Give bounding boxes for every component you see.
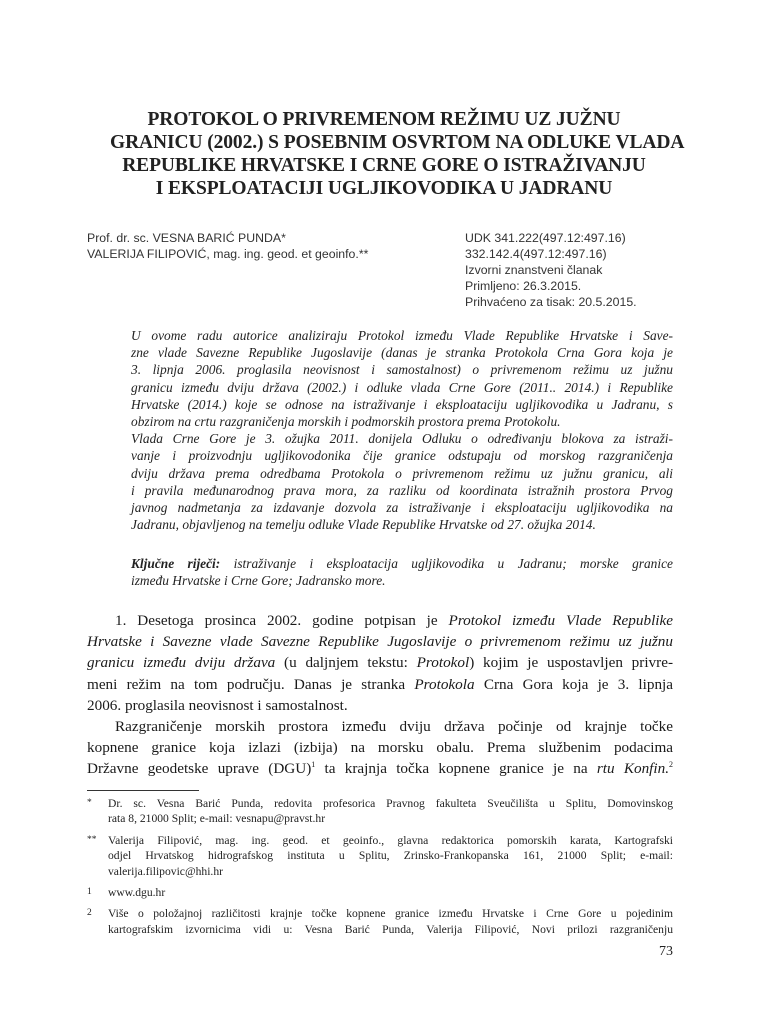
- text-run-italic: Protokola: [414, 675, 475, 693]
- text-run-italic: Protokol između Vlade Republike: [448, 612, 673, 629]
- text-run: (u daljnjem tekstu:: [275, 654, 417, 672]
- footnote-line: kartografskim izvornicima vidi u: Vesna Barić Punda, Valerija Filipović, Novi prilozi razgraničenju: [108, 922, 673, 936]
- body-text: [87, 610, 673, 780]
- text-run: Državne geodetske uprave (DGU): [87, 760, 312, 778]
- paragraph-line: [87, 674, 673, 695]
- udk-line: UDK 341.222(497.12:497.16): [465, 231, 626, 245]
- abstract-line: 3. lipnja 2006. proglasila neovisnost i samostalnost) o privremenom režimu uz južnu: [131, 362, 673, 378]
- footnote-mark: 2: [87, 908, 92, 919]
- authors-block: [87, 230, 447, 262]
- title-line: I EKSPLOATACIJI UGLJIKOVODIKA U JADRANU: [155, 178, 613, 199]
- footnote-ref[interactable]: 2: [669, 760, 673, 770]
- footnote-mark: 1: [87, 887, 92, 898]
- text-run: 1. Desetoga prosinca 2002. godine potpisan je: [115, 612, 449, 629]
- paragraph-line: Razgraničenje morskih prostora između dviju država počinje od krajnje točke: [115, 718, 673, 736]
- footnote-mark: *: [87, 798, 92, 808]
- footnote: [87, 796, 673, 827]
- paragraph-line: [87, 610, 673, 631]
- text-run: Crna Gora koja je 3. lipnja: [474, 675, 673, 693]
- received-date: Primljeno: 26.3.2015.: [465, 279, 582, 293]
- paragraph-line: [87, 652, 673, 673]
- text-run: ta krajnja točka kopnene granice je na: [315, 760, 597, 778]
- paragraph-line: kopnene granice koja izlazi (izbija) na morsku obalu. Prema službenim podacima: [87, 739, 673, 757]
- paragraph-line: Hrvatske i Savezne vlade Savezne Republike Jugoslavije o privremenom režimu uz južnu: [87, 633, 673, 651]
- abstract-line: Vlada Crne Gore je 3. ožujka 2011. donijela Odluku o određivanju blokova za istraži-: [131, 431, 673, 447]
- abstract-line: javnog nadmetanja za izdavanje dozvola za istraživanje i eksploataciju ugljikovodika na: [131, 500, 673, 516]
- keywords-line: između Hrvatske i Crne Gore; Jadransko more.: [131, 573, 386, 589]
- text-run: meni režim na tom području. Danas je stranka: [87, 675, 415, 693]
- abstract-line: Hrvatske (2014.) koje se odnose na istraživanje i eksploataciju ugljikovodika u Jadranu, s: [131, 396, 673, 412]
- footnote: [87, 906, 673, 937]
- footnote-line: odjel Hrvatskog hidrografskog instituta u Splitu, Zrinsko-Frankopanska 161, 21000 Split; e-mail:: [108, 849, 673, 863]
- article-metadata: [465, 230, 695, 310]
- article-title: [110, 108, 685, 200]
- footnote-mark: **: [87, 834, 97, 845]
- keywords-line: [131, 555, 673, 572]
- footnote: [87, 885, 673, 900]
- accepted-date: Prihvaćeno za tisak: 20.5.2015.: [465, 295, 637, 309]
- keywords: [131, 555, 673, 589]
- footnote: [87, 833, 673, 879]
- paragraph-line: [87, 758, 673, 779]
- footnote-line: valerija.filipovic@hhi.hr: [108, 864, 223, 878]
- title-line: PROTOKOL O PRIVREMENOM REŽIMU UZ JUŽNU: [147, 109, 621, 130]
- abstract-line: vanje i proizvodnju ugljikovodonika čije granice odstupaju od morskog razgraničenja: [131, 448, 673, 464]
- footnotes: [87, 796, 673, 943]
- page-number: 73: [659, 944, 673, 959]
- author-line: VALERIJA FILIPOVIĆ, mag. ing. geod. et geoinfo.**: [87, 247, 369, 261]
- abstract: [131, 327, 673, 533]
- abstract-line: U ovome radu autorice analiziraju Protokol između Vlade Republike Hrvatske i Save-: [131, 328, 673, 343]
- title-line: GRANICU (2002.) S POSEBNIM OSVRTOM NA ODLUKE VLADA: [110, 132, 685, 153]
- article-type: Izvorni znanstveni članak: [465, 263, 603, 277]
- udk-line: 332.142.4(497.12:497.16): [465, 247, 607, 261]
- text-run-italic: rtu Konfin.: [596, 760, 669, 778]
- paragraph-line: 2006. proglasila neovisnost i samostalnost.: [87, 696, 348, 714]
- abstract-line: obzirom na crtu razgraničenja morskih i podmorskih prostora prema Protokolu.: [131, 414, 561, 430]
- keywords-label: Ključne riječi:: [131, 556, 221, 571]
- footnote-line: Dr. sc. Vesna Barić Punda, redovita profesorica Pravnog fakulteta Sveučilišta u Splitu, Domovinskog: [108, 797, 673, 810]
- title-line: REPUBLIKE HRVATSKE I CRNE GORE O ISTRAŽIVANJU: [122, 155, 646, 176]
- footnote-line: Više o položajnoj različitosti krajnje točke kopnene granice između Hrvatske i Crne Gore u pojedinim: [108, 907, 673, 921]
- text-run: ) kojim je uspostavljen privre-: [469, 654, 674, 672]
- abstract-line: zne vlade Savezne Republike Jugoslavije (danas je stranka Protokola Crna Gora koja je: [131, 345, 673, 361]
- abstract-line: dviju država prema odredbama Protokola o privremenom režimu uz južnu granicu, ali: [131, 465, 673, 481]
- text-run-italic: Protokol: [416, 654, 470, 672]
- footnote-line[interactable]: www.dgu.hr: [108, 886, 166, 900]
- keywords-text: istraživanje i eksploatacija ugljikovodika u Jadranu; morske granice: [220, 556, 673, 571]
- footnote-ref[interactable]: 1: [311, 760, 316, 770]
- footnote-line: rata 8, 21000 Split; e-mail: vesnapu@pravst.hr: [108, 812, 326, 826]
- abstract-line: Jadranu, objavljenog na temelju odluke Vlade Republike Hrvatske od 27. ožujka 2014.: [131, 517, 596, 533]
- footnote-divider: [87, 790, 199, 791]
- footnote-line: Valerija Filipović, mag. ing. geod. et geoinfo., glavna redaktorica pomorskih karata, Kartografski: [108, 833, 673, 847]
- author-line: Prof. dr. sc. VESNA BARIĆ PUNDA*: [87, 231, 286, 245]
- abstract-line: granicu između dviju država (2002.) i odluke vlada Crne Gore (2011.. 2014.) i Republike: [131, 379, 673, 395]
- text-run-italic: granicu između dviju država: [87, 654, 276, 672]
- abstract-line: i pravila međunarodnog prava mora, za razliku od koordinata istražnih prostora Prvog: [131, 482, 673, 498]
